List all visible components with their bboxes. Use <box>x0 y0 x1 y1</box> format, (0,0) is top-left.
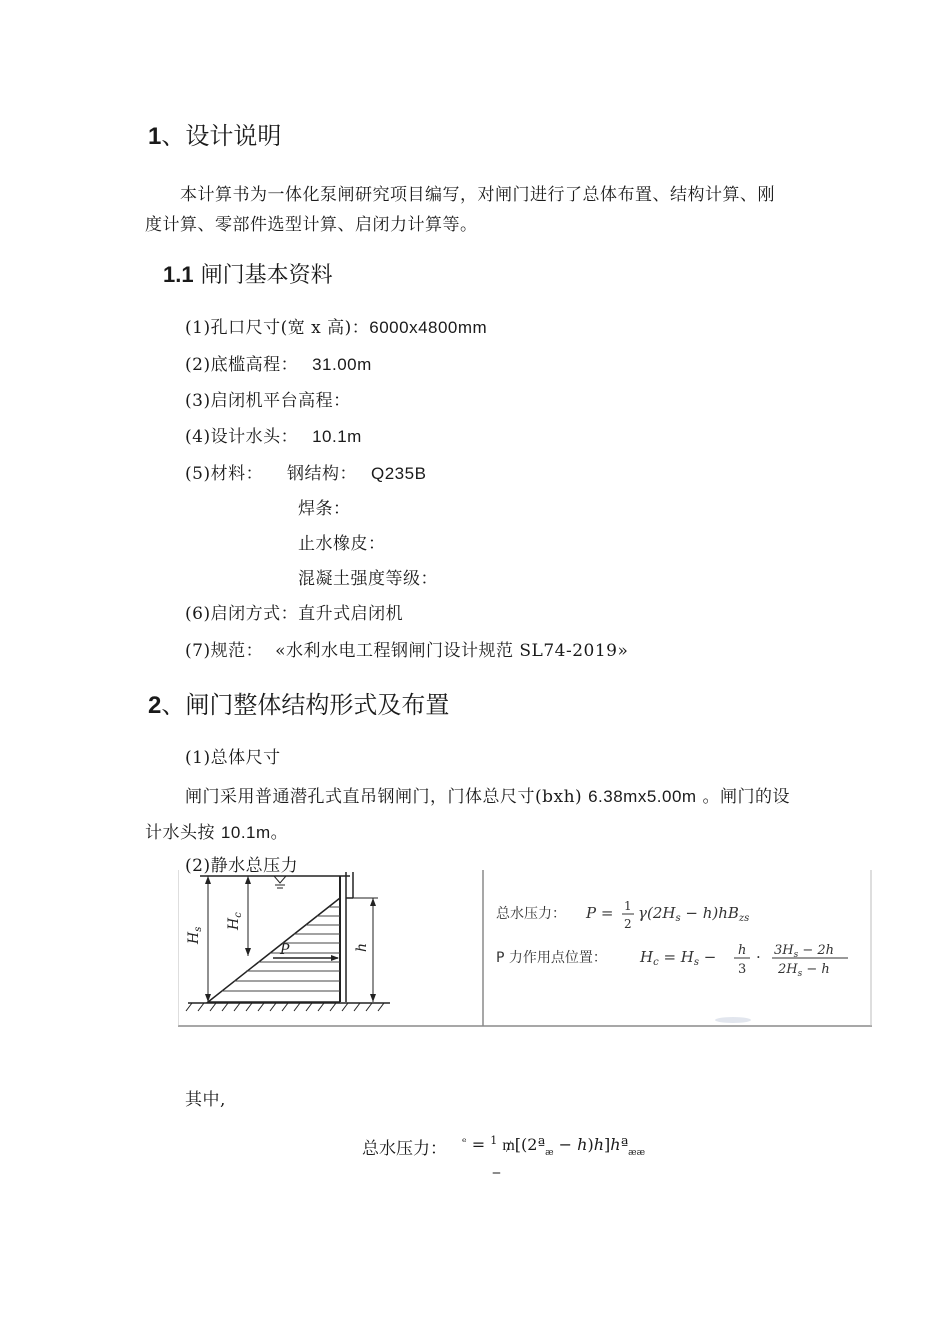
label-hs: $H_s$ <box>186 926 204 944</box>
pressure-figure <box>178 870 872 1028</box>
item-5-weld: 焊条： <box>298 499 351 519</box>
svg-text:γ(2Hs − h)hBzs: $\gamma(2H_s - h)hB_{zs}$ <box>638 904 750 924</box>
section-1-heading <box>148 116 281 151</box>
section-title: 、设计说明 <box>161 122 282 150</box>
formula-2 <box>639 943 848 979</box>
subheading-static-pressure: (2)静水总压力 <box>185 856 299 876</box>
formula-1 <box>585 899 749 931</box>
svg-text:2: 2 <box>624 917 632 931</box>
svg-text:1: 1 <box>624 899 632 913</box>
subheading-overall-size: (1)总体尺寸 <box>185 748 281 768</box>
item-7: (7)规范： «水利水电工程钢闸门设计规范 SL74-2019» <box>185 641 629 661</box>
label-p: P <box>280 942 290 958</box>
svg-text:h: h <box>738 943 747 958</box>
pressure-diagram <box>178 870 872 1028</box>
formula-3-expr: $^ᵉ$ = $^1$ ₥[(2ª$_æ$ − h)h]hª$_{ææ}$ <box>462 1134 646 1158</box>
svg-text:3: 3 <box>738 962 747 977</box>
formula-3-prefix: 总水压力： <box>362 1139 447 1159</box>
section-number: 1 <box>148 123 162 150</box>
where-label: 其中, <box>185 1090 226 1110</box>
section-number: 1.1 <box>163 262 194 287</box>
item-6: (6)启闭方式：直升式启闭机 <box>185 604 404 624</box>
item-4: (4)设计水头： 10.1m <box>185 427 362 447</box>
svg-text:3Hs − 2h: $3H_s - 2h$ <box>774 943 835 960</box>
section-2-heading <box>148 685 449 720</box>
svg-text:2Hs − h: $2H_s - h$ <box>778 962 830 979</box>
item-2: (2)底槛高程： 31.00m <box>185 355 372 375</box>
formula-3 <box>362 1134 447 1159</box>
svg-text:Hc = Hs −: $H_c = H_s$ − <box>640 948 717 968</box>
item-5-rubber: 止水橡皮： <box>298 534 386 554</box>
water-level-icon <box>274 876 286 888</box>
label-hc: $H_c$ <box>226 912 244 930</box>
item-5-concrete: 混凝土强度等级： <box>298 569 438 589</box>
item-1: (1)孔口尺寸(宽 x 高)：6000x4800mm <box>185 318 488 338</box>
section-number: 2 <box>148 692 162 719</box>
formula-1-prefix: 总水压力： <box>496 906 566 922</box>
intro-line-2: 度计算、零部件选型计算、启闭力计算等。 <box>145 215 478 235</box>
item-3: (3)启闭机平台高程： <box>185 391 351 411</box>
svg-text:·: · <box>756 948 761 966</box>
section-1-1-heading <box>163 258 333 289</box>
label-h: h <box>354 942 370 952</box>
formula-3-dash: ‒ <box>492 1165 501 1181</box>
section-title: 闸门基本资料 <box>193 263 333 288</box>
body-line-2: 计水头按 10.1m。 <box>145 823 289 843</box>
section-title: 、闸门整体结构形式及布置 <box>161 691 450 719</box>
intro-line-1: 本计算书为一体化泵闸研究项目编写，对闸门进行了总体布置、结构计算、刚 <box>180 185 775 205</box>
svg-text:P =: P = <box>586 904 614 922</box>
item-5: (5)材料： <box>185 464 264 484</box>
item-5-steel: 钢结构： Q235B <box>287 464 427 484</box>
formula-2-prefix: P 力作用点位置： <box>496 950 607 966</box>
body-line-1: 闸门采用普通潜孔式直吊钢闸门，门体总尺寸(bxh) 6.38mx5.00m 。闸门的设 <box>185 787 790 807</box>
